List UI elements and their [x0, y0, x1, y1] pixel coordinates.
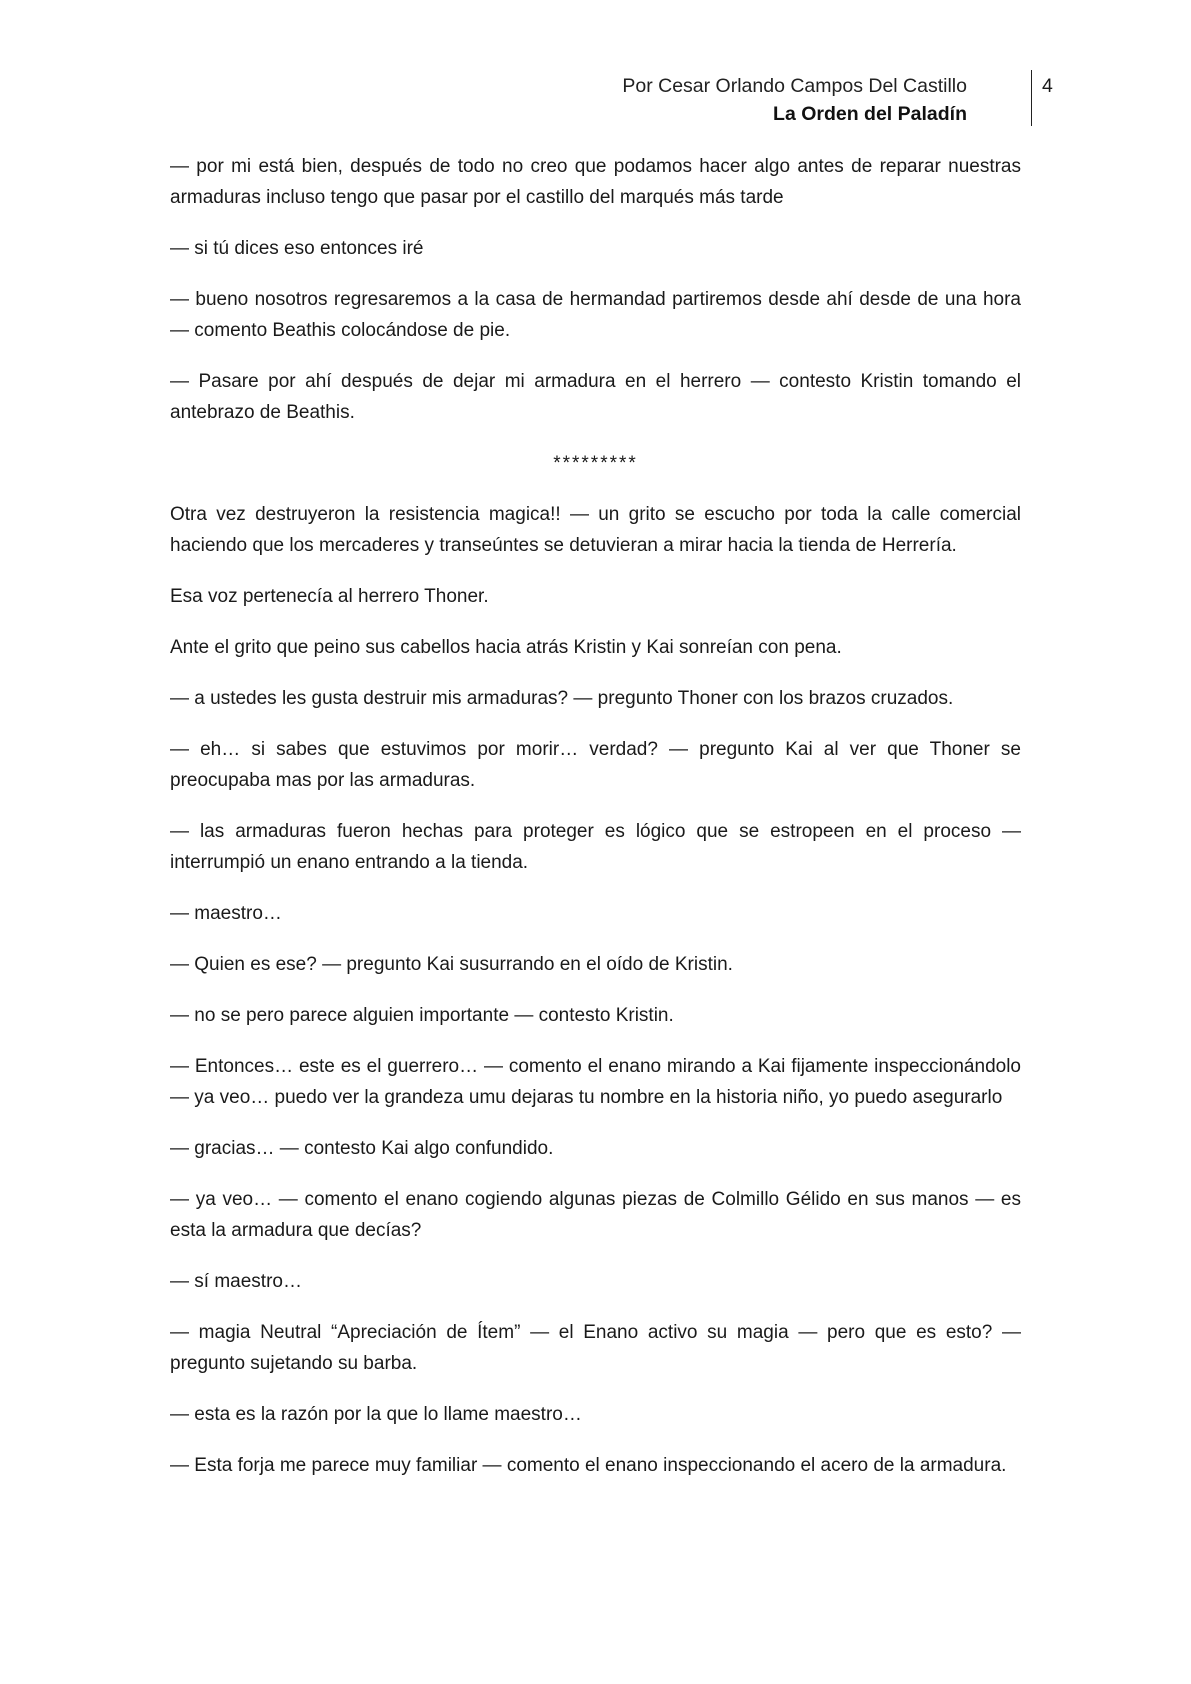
paragraph: — Pasare por ahí después de dejar mi armadura en el herrero — contesto Kristin tomando el antebrazo de Beathis.: [170, 371, 1021, 423]
paragraph: — por mi está bien, después de todo no creo que podamos hacer algo antes de reparar nuestras armaduras incluso tengo que pasar por el castillo del marqués más tarde: [170, 156, 1021, 208]
paragraph: — las armaduras fueron hechas para proteger es lógico que se estropeen en el proceso — interrumpió un enano entrando a la tienda.: [170, 821, 1021, 873]
header-divider: [1031, 70, 1032, 126]
paragraph: — sí maestro…: [170, 1271, 302, 1292]
header-title: La Orden del Paladín: [773, 103, 967, 125]
paragraph: — gracias… — contesto Kai algo confundido.: [170, 1138, 554, 1159]
paragraph: — magia Neutral “Apreciación de Ítem” — el Enano activo su magia — pero que es esto? — pregunto sujetando su barba.: [170, 1322, 1021, 1374]
page-header: [622, 72, 967, 128]
paragraph: — eh… si sabes que estuvimos por morir… verdad? — pregunto Kai al ver que Thoner se preocupaba mas por las armaduras.: [170, 739, 1021, 791]
header-author: Por Cesar Orlando Campos Del Castillo: [622, 75, 967, 97]
paragraph: Otra vez destruyeron la resistencia magica!! — un grito se escucho por toda la calle comercial haciendo que los mercaderes y transeúntes se detuvieran a mirar hacia la tienda de Herrería.: [170, 504, 1021, 556]
paragraph: — a ustedes les gusta destruir mis armaduras? — pregunto Thoner con los brazos cruzados.: [170, 688, 954, 709]
paragraph: Ante el grito que peino sus cabellos hacia atrás Kristin y Kai sonreían con pena.: [170, 637, 842, 658]
paragraph: — maestro…: [170, 903, 282, 924]
paragraph: — ya veo… — comento el enano cogiendo algunas piezas de Colmillo Gélido en sus manos — es esta la armadura que decías?: [170, 1189, 1021, 1241]
paragraph: — Esta forja me parece muy familiar — comento el enano inspeccionando el acero de la armadura.: [170, 1455, 1007, 1476]
paragraph: Esa voz pertenecía al herrero Thoner.: [170, 586, 489, 607]
body-text: [170, 151, 1021, 1501]
paragraph: — bueno nosotros regresaremos a la casa de hermandad partiremos desde ahí desde de una hora — comento Beathis colocándose de pie.: [170, 289, 1021, 341]
paragraph: — Quien es ese? — pregunto Kai susurrando en el oído de Kristin.: [170, 954, 733, 975]
page-number: 4: [1042, 75, 1053, 97]
scene-separator: *********: [553, 453, 638, 474]
paragraph: — esta es la razón por la que lo llame maestro…: [170, 1404, 582, 1425]
paragraph: — si tú dices eso entonces iré: [170, 238, 424, 259]
paragraph: — no se pero parece alguien importante — contesto Kristin.: [170, 1005, 674, 1026]
paragraph: — Entonces… este es el guerrero… — comento el enano mirando a Kai fijamente inspeccionándolo — ya veo… puedo ver la grandeza umu dejaras tu nombre en la historia niño, yo puedo asegurarlo: [170, 1056, 1021, 1108]
